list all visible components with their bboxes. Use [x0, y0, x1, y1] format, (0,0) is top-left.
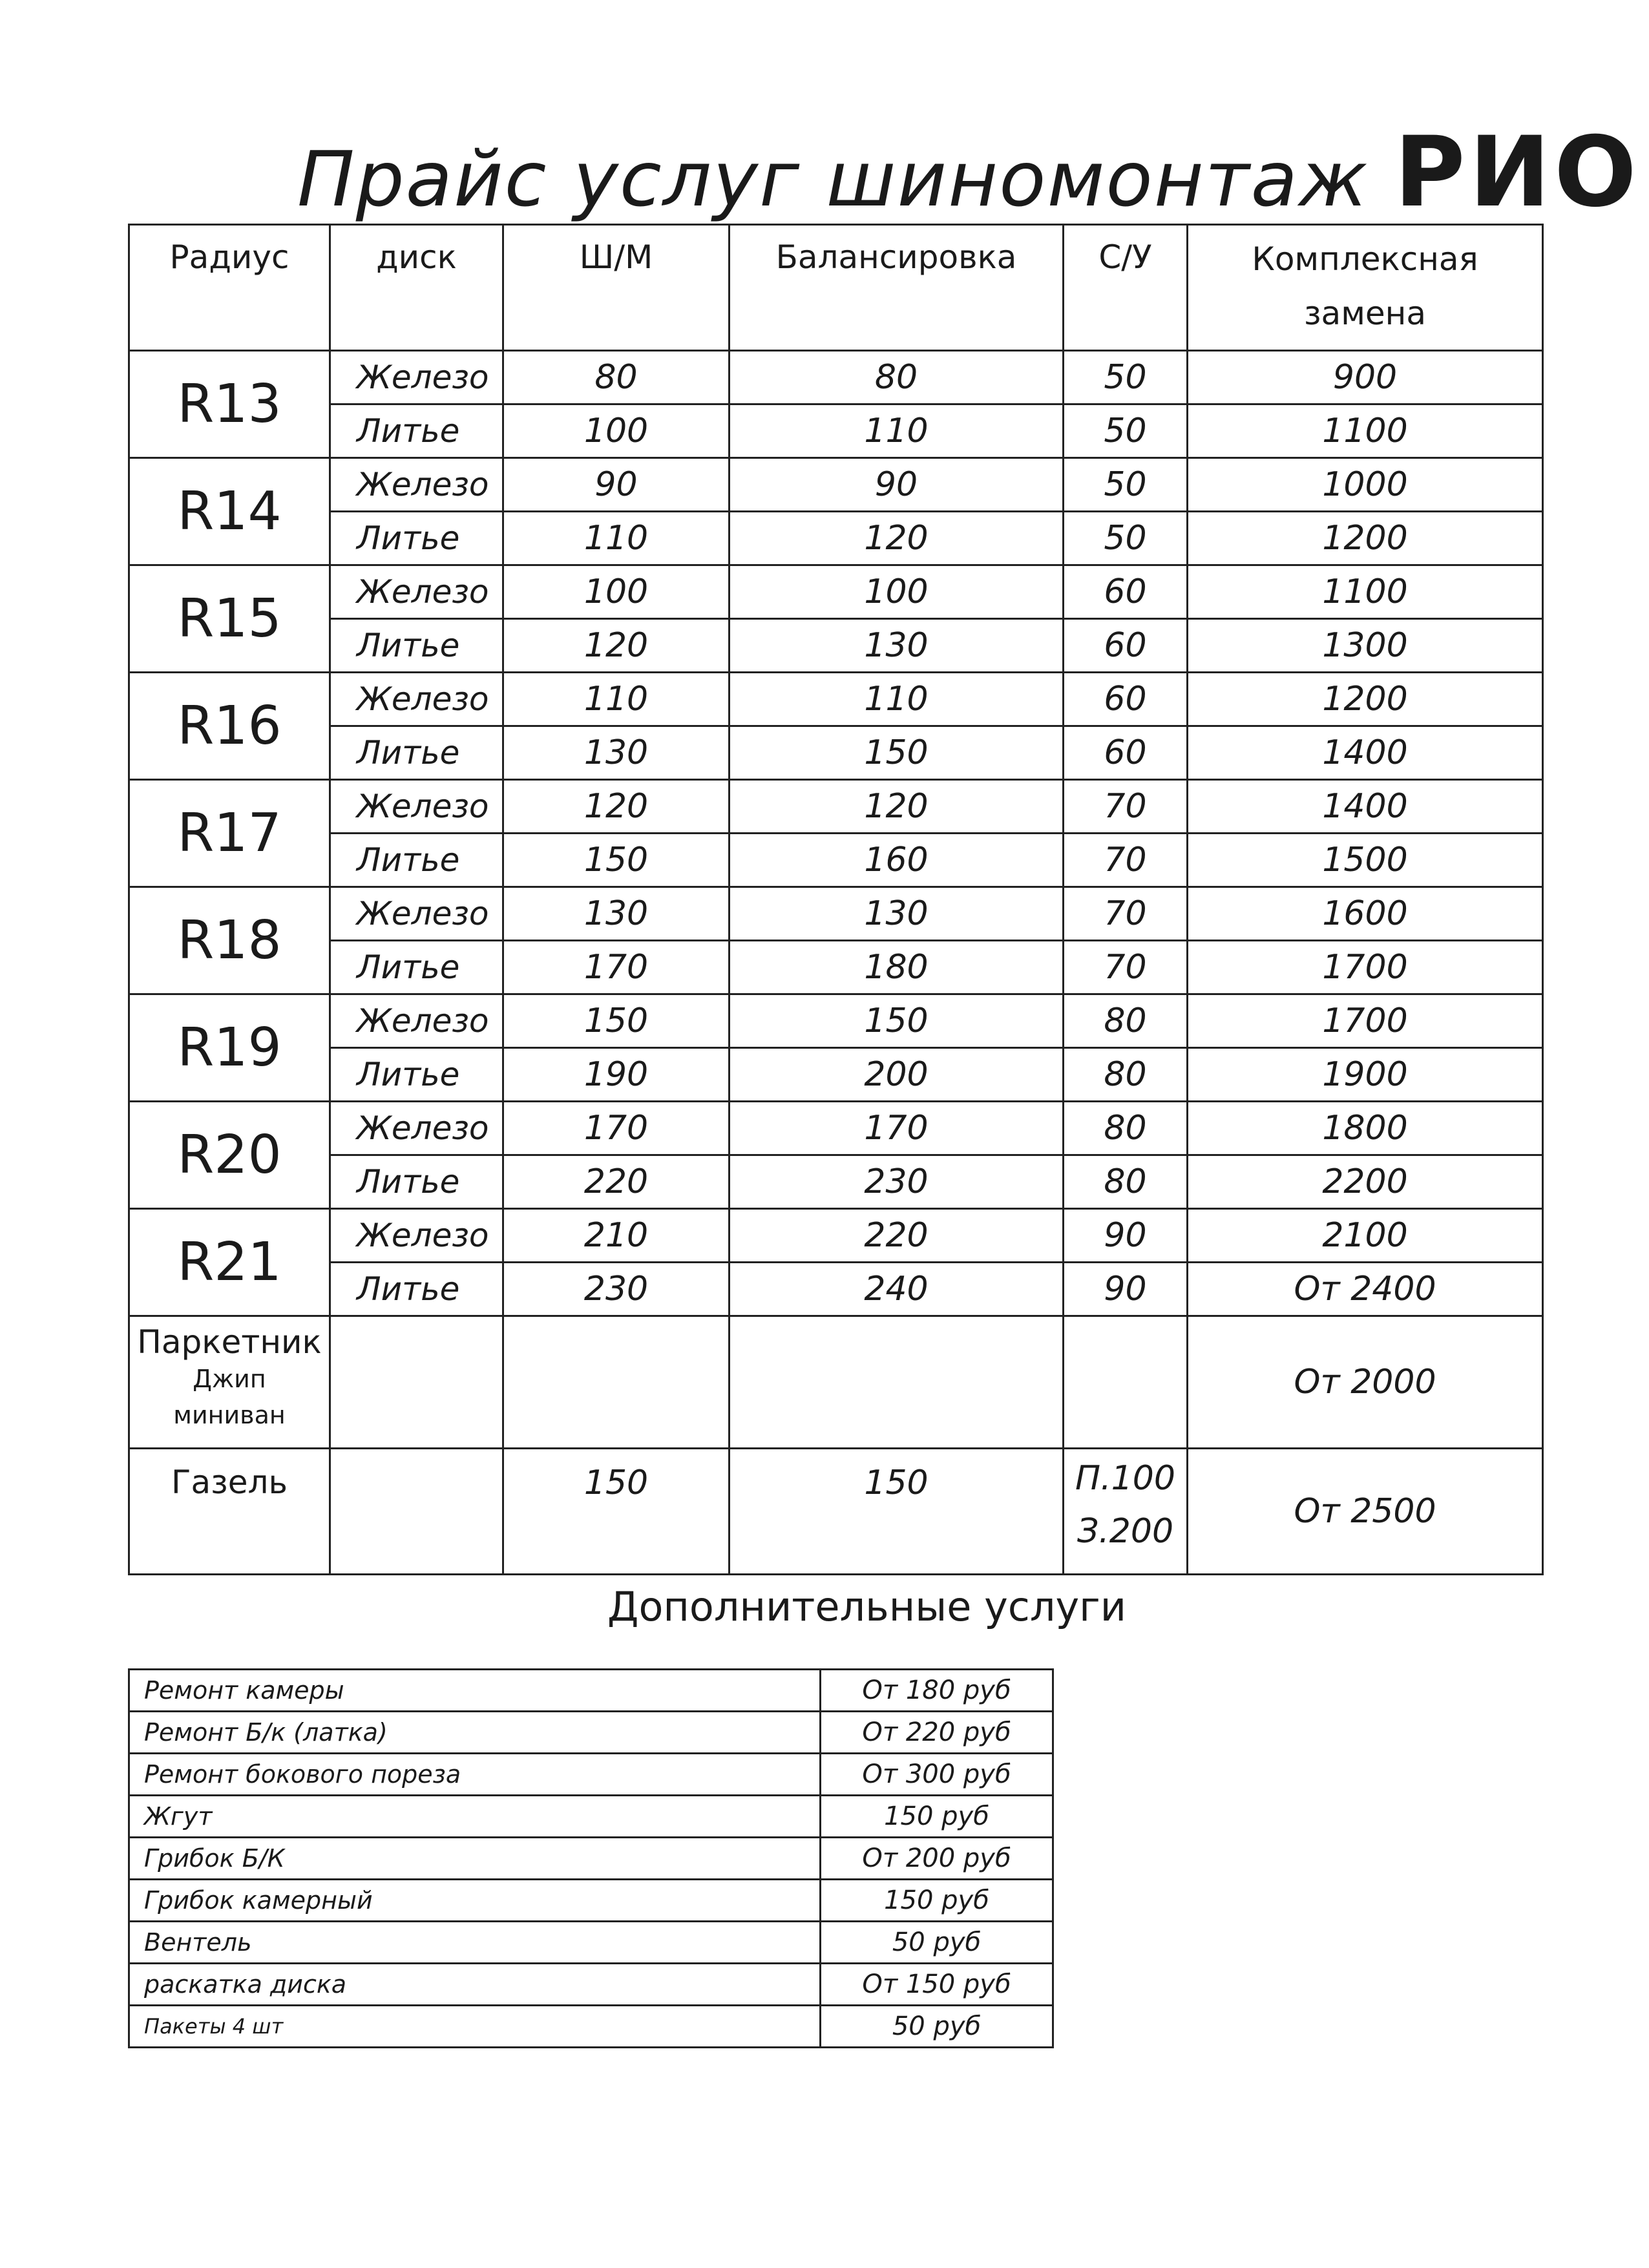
empty-cell [330, 1316, 503, 1449]
extra-service-row [129, 1880, 1053, 1922]
header-disk: диск [330, 225, 503, 351]
disk-type-cell: Литье [330, 1155, 503, 1209]
complex-replacement-price: 1300 [1188, 619, 1543, 673]
table-row [129, 458, 1543, 512]
removal-install-price: 50 [1064, 404, 1188, 458]
balancing-price: 240 [730, 1263, 1064, 1316]
service-name: Грибок камерный [129, 1880, 821, 1922]
tire-mount-price: 150 [503, 1449, 730, 1575]
tire-mount-price: 120 [503, 780, 730, 834]
tire-mount-price: 120 [503, 619, 730, 673]
disk-type-cell: Литье [330, 512, 503, 565]
disk-type-cell: Литье [330, 1048, 503, 1102]
radius-cell: R14 [129, 458, 330, 565]
empty-cell [503, 1316, 730, 1449]
complex-replacement-price: 900 [1188, 351, 1543, 404]
service-price: От 300 руб [821, 1754, 1053, 1796]
extra-services-table [128, 1668, 1054, 2048]
tire-mount-price: 130 [503, 726, 730, 780]
service-price: 150 руб [821, 1796, 1053, 1838]
radius-cell: R17 [129, 780, 330, 887]
price-table [128, 224, 1544, 1575]
gazel-label: Газель [129, 1449, 330, 1575]
tire-mount-price: 100 [503, 565, 730, 619]
table-row [129, 619, 1543, 673]
header-radius: Радиус [129, 225, 330, 351]
tire-mount-price: 150 [503, 994, 730, 1048]
balancing-price: 200 [730, 1048, 1064, 1102]
header-balancing: Балансировка [730, 225, 1064, 351]
tire-mount-price: 150 [503, 834, 730, 887]
complex-replacement-price: 1900 [1188, 1048, 1543, 1102]
removal-install-price: 50 [1064, 458, 1188, 512]
balancing-price: 80 [730, 351, 1064, 404]
balancing-price: 120 [730, 512, 1064, 565]
removal-install-price: 80 [1064, 1155, 1188, 1209]
balancing-price: 110 [730, 673, 1064, 726]
removal-install-price: 90 [1064, 1209, 1188, 1263]
disk-type-cell: Литье [330, 1263, 503, 1316]
removal-install-price [1064, 1449, 1188, 1575]
extra-service-row [129, 2006, 1053, 2048]
service-price: 50 руб [821, 2006, 1053, 2048]
removal-install-price: 60 [1064, 619, 1188, 673]
radius-cell: R13 [129, 351, 330, 458]
service-price: От 180 руб [821, 1670, 1053, 1712]
balancing-price: 220 [730, 1209, 1064, 1263]
table-row [129, 780, 1543, 834]
table-row [129, 1209, 1543, 1263]
complex-replacement-price: От 2000 [1188, 1316, 1543, 1449]
disk-type-cell: Литье [330, 404, 503, 458]
empty-cell [1064, 1316, 1188, 1449]
extra-service-row [129, 1796, 1053, 1838]
removal-install-price: 60 [1064, 726, 1188, 780]
tire-mount-price: 170 [503, 941, 730, 994]
balancing-price: 130 [730, 619, 1064, 673]
removal-install-price: 70 [1064, 941, 1188, 994]
removal-install-price: 50 [1064, 512, 1188, 565]
table-row [129, 887, 1543, 941]
extra-service-row [129, 1922, 1053, 1964]
price-table-header [129, 225, 1543, 351]
rear-axle-price: З.200 [1077, 1512, 1174, 1551]
header-removal-install: С/У [1064, 225, 1188, 351]
complex-replacement-price: 1500 [1188, 834, 1543, 887]
disk-type-cell: Литье [330, 941, 503, 994]
table-row [129, 1155, 1543, 1209]
disk-type-cell: Железо [330, 1209, 503, 1263]
disk-type-cell: Железо [330, 887, 503, 941]
balancing-price: 150 [730, 994, 1064, 1048]
removal-install-price: 70 [1064, 887, 1188, 941]
radius-cell: R15 [129, 565, 330, 673]
table-row [129, 512, 1543, 565]
disk-type-cell: Литье [330, 619, 503, 673]
radius-cell: R18 [129, 887, 330, 994]
service-name: Ремонт Б/к (латка) [129, 1712, 821, 1754]
table-row [129, 673, 1543, 726]
removal-install-price: 80 [1064, 1102, 1188, 1155]
disk-type-cell: Литье [330, 834, 503, 887]
service-name: Ремонт камеры [129, 1670, 821, 1712]
table-row [129, 834, 1543, 887]
table-row [129, 351, 1543, 404]
disk-type-cell: Железо [330, 1102, 503, 1155]
complex-replacement-price: 1700 [1188, 941, 1543, 994]
table-row [129, 1263, 1543, 1316]
extra-service-row [129, 1838, 1053, 1880]
complex-replacement-price: 1100 [1188, 404, 1543, 458]
front-axle-price: П.100 [1075, 1459, 1175, 1498]
tire-mount-price: 90 [503, 458, 730, 512]
complex-replacement-price: 1400 [1188, 726, 1543, 780]
service-name: Пакеты 4 шт [129, 2006, 821, 2048]
brand-name: РИО [1394, 116, 1641, 229]
page-title [297, 116, 1641, 229]
table-row [129, 565, 1543, 619]
tire-mount-price: 110 [503, 673, 730, 726]
balancing-price: 170 [730, 1102, 1064, 1155]
tire-mount-price: 80 [503, 351, 730, 404]
disk-type-cell: Железо [330, 673, 503, 726]
balancing-price: 130 [730, 887, 1064, 941]
service-price: 150 руб [821, 1880, 1053, 1922]
complex-replacement-price: 1800 [1188, 1102, 1543, 1155]
disk-type-cell: Железо [330, 458, 503, 512]
suv-label: Паркетник [137, 1323, 322, 1361]
extra-service-row [129, 1964, 1053, 2006]
balancing-price: 180 [730, 941, 1064, 994]
disk-type-cell: Железо [330, 994, 503, 1048]
removal-install-price: 60 [1064, 673, 1188, 726]
tire-mount-price: 110 [503, 512, 730, 565]
removal-install-price: 90 [1064, 1263, 1188, 1316]
radius-cell: R21 [129, 1209, 330, 1316]
disk-type-cell: Литье [330, 726, 503, 780]
tire-mount-price: 190 [503, 1048, 730, 1102]
service-name: Ремонт бокового пореза [129, 1754, 821, 1796]
service-name: Вентель [129, 1922, 821, 1964]
tire-mount-price: 210 [503, 1209, 730, 1263]
page-title-text: Прайс услуг шиномонтаж [297, 134, 1369, 224]
balancing-price: 110 [730, 404, 1064, 458]
removal-install-price: 70 [1064, 834, 1188, 887]
suv-label-cell [129, 1316, 330, 1449]
complex-replacement-price: 1200 [1188, 512, 1543, 565]
disk-type-cell: Железо [330, 780, 503, 834]
removal-install-price: 70 [1064, 780, 1188, 834]
service-price: От 200 руб [821, 1838, 1053, 1880]
service-name: Жгут [129, 1796, 821, 1838]
suv-sublabel-minivan: миниван [173, 1401, 286, 1429]
service-name: раскатка диска [129, 1964, 821, 2006]
complex-replacement-price: 2100 [1188, 1209, 1543, 1263]
complex-replacement-price: 1000 [1188, 458, 1543, 512]
table-row [129, 941, 1543, 994]
extra-service-row [129, 1712, 1053, 1754]
complex-replacement-price: 1600 [1188, 887, 1543, 941]
service-price: От 220 руб [821, 1712, 1053, 1754]
balancing-price: 90 [730, 458, 1064, 512]
table-row-suv [129, 1316, 1543, 1449]
suv-sublabel-jeep: Джип [193, 1365, 266, 1393]
tire-mount-price: 100 [503, 404, 730, 458]
header-complex-replacement: Комплексная замена [1188, 225, 1543, 351]
extra-service-row [129, 1754, 1053, 1796]
complex-replacement-price: 1700 [1188, 994, 1543, 1048]
radius-cell: R20 [129, 1102, 330, 1209]
table-row [129, 1048, 1543, 1102]
complex-replacement-price: 2200 [1188, 1155, 1543, 1209]
disk-type-cell: Железо [330, 565, 503, 619]
empty-cell [730, 1316, 1064, 1449]
balancing-price: 230 [730, 1155, 1064, 1209]
tire-mount-price: 230 [503, 1263, 730, 1316]
table-row [129, 994, 1543, 1048]
balancing-price: 120 [730, 780, 1064, 834]
service-price: От 150 руб [821, 1964, 1053, 2006]
empty-cell [330, 1449, 503, 1575]
removal-install-price: 60 [1064, 565, 1188, 619]
tire-mount-price: 220 [503, 1155, 730, 1209]
balancing-price: 150 [730, 1449, 1064, 1575]
radius-cell: R19 [129, 994, 330, 1102]
table-row [129, 1102, 1543, 1155]
header-tire-mount: Ш/М [503, 225, 730, 351]
tire-mount-price: 130 [503, 887, 730, 941]
complex-replacement-price: От 2400 [1188, 1263, 1543, 1316]
extra-services-title: Дополнительные услуги [607, 1583, 1127, 1630]
removal-install-price: 80 [1064, 1048, 1188, 1102]
removal-install-price: 50 [1064, 351, 1188, 404]
table-row [129, 404, 1543, 458]
complex-replacement-price: 1400 [1188, 780, 1543, 834]
removal-install-price: 80 [1064, 994, 1188, 1048]
table-row-gazel [129, 1449, 1543, 1575]
service-name: Грибок Б/К [129, 1838, 821, 1880]
balancing-price: 100 [730, 565, 1064, 619]
disk-type-cell: Железо [330, 351, 503, 404]
complex-replacement-price: 1100 [1188, 565, 1543, 619]
complex-replacement-price: 1200 [1188, 673, 1543, 726]
complex-replacement-price: От 2500 [1188, 1449, 1543, 1575]
table-row [129, 726, 1543, 780]
service-price: 50 руб [821, 1922, 1053, 1964]
balancing-price: 160 [730, 834, 1064, 887]
tire-mount-price: 170 [503, 1102, 730, 1155]
extra-service-row [129, 1670, 1053, 1712]
radius-cell: R16 [129, 673, 330, 780]
balancing-price: 150 [730, 726, 1064, 780]
